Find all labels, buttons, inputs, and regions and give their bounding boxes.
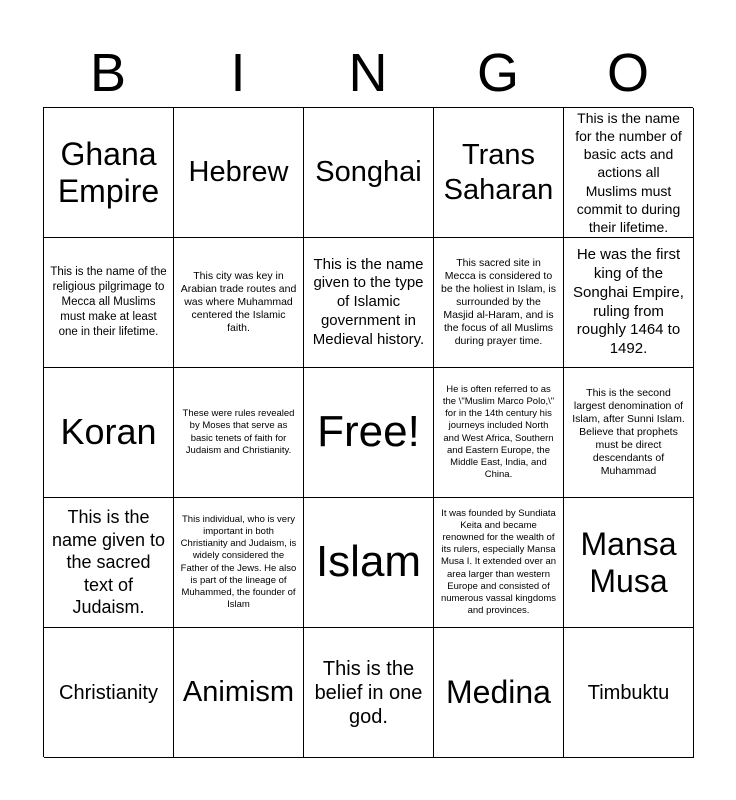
bingo-cell[interactable] [564,108,694,238]
header-letter-n: N [348,43,388,103]
bingo-board [43,107,693,757]
cell-text: Medina [446,674,551,711]
header-letter-i: I [230,43,246,103]
bingo-cell[interactable] [304,628,434,758]
bingo-cell[interactable] [434,108,564,238]
bingo-cell[interactable] [174,498,304,628]
cell-text: Trans Saharan [443,138,554,206]
bingo-cell[interactable] [564,238,694,368]
header-letter-b: B [89,43,127,103]
bingo-cell[interactable] [304,498,434,628]
cell-text: This is the name of the religious pilgrimage to Mecca all Muslims must make at least one in their lifetime. [50,265,167,339]
bingo-cell[interactable] [174,238,304,368]
cell-text: These were rules revealed by Moses that serve as basic tenets of faith for Judaism and Christianity. [182,408,295,456]
cell-text: Christianity [59,681,158,704]
cell-text: It was founded by Sundiata Keita and became renowned for the wealth of its rulers, especially Mansa Musa I. It extended over an area larger than western Europe and consisted of numerous vassal kingdoms and provinces. [440,508,557,616]
bingo-cell[interactable] [44,628,174,758]
bingo-cell[interactable] [564,498,694,628]
bingo-cell[interactable] [174,368,304,498]
bingo-cell[interactable] [44,498,174,628]
cell-text: This is the name given to the type of Islamic government in Medieval history. [312,255,425,348]
bingo-cell[interactable] [174,108,304,238]
cell-text: Hebrew [188,156,289,189]
bingo-cell[interactable] [174,628,304,758]
cell-text: Islam [315,537,422,587]
cell-text: This is the second largest denomination of Islam, after Sunni Islam. Believe that prophets must be direct descendants of Muhammad [572,386,685,478]
cell-text: Animism [182,676,295,709]
bingo-cell[interactable] [44,108,174,238]
cell-text: He is often referred to as the \"Muslim Marco Polo,\" for in the 14th century his journeys included North and West Africa, Southern and Eastern Europe, the Middle East, India, and China. [442,384,555,480]
bingo-cell[interactable] [44,368,174,498]
cell-text: This is the belief in one god. [314,657,423,728]
bingo-cell[interactable] [304,238,434,368]
cell-text: This individual, who is very important in both Christianity and Judaism, is widely considered the Father of the Jews. He also is part of the lineage of Muhammed, the founder of Islam [180,514,297,610]
bingo-cell[interactable] [434,498,564,628]
free-space[interactable] [304,368,434,498]
cell-text: This city was key in Arabian trade routes and was where Muhammad centered the Islamic faith. [180,269,297,335]
cell-text: Ghana Empire [57,135,160,209]
bingo-cell[interactable] [434,628,564,758]
cell-text: Koran [60,411,157,453]
header-letter-o: O [606,43,649,103]
bingo-cell[interactable] [434,368,564,498]
cell-text: Mansa Musa [580,525,677,599]
cell-text: Timbuktu [587,681,670,704]
bingo-header [43,40,693,106]
bingo-cell[interactable] [44,238,174,368]
bingo-cell[interactable] [564,628,694,758]
bingo-cell[interactable] [304,108,434,238]
bingo-cell[interactable] [564,368,694,498]
free-space-text: Free! [317,407,420,457]
bingo-cell[interactable] [434,238,564,368]
header-letter-g: G [476,43,519,103]
cell-text: Songhai [315,156,422,189]
cell-text: This is the name for the number of basic acts and actions all Muslims must commit to during their lifetime. [575,109,682,235]
cell-text: He was the first king of the Songhai Empire, ruling from roughly 1464 to 1492. [573,246,684,357]
cell-text: This sacred site in Mecca is considered to be the holiest in Islam, is surrounded by the Masjid al-Haram, and is the focus of all Muslims during prayer time. [441,256,556,348]
cell-text: This is the name given to the sacred text of Judaism. [51,507,166,618]
